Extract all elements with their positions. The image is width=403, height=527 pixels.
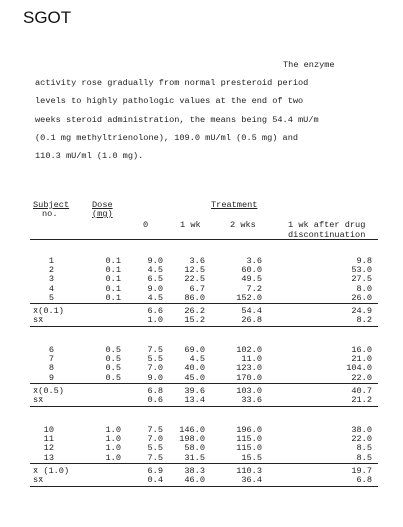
mean-cell: 40.7 bbox=[351, 385, 372, 396]
week0-cell: 5.5 bbox=[147, 354, 163, 365]
paragraph-line: levels to highly pathologic values at the end of two bbox=[35, 96, 304, 107]
week2-cell: 123.0 bbox=[236, 363, 262, 374]
week2-cell: 170.0 bbox=[236, 372, 262, 383]
mean-cell: 54.4 bbox=[241, 306, 262, 316]
header-treatment: Treatment bbox=[211, 200, 258, 210]
after-drug-cell: 9.8 bbox=[356, 256, 372, 266]
table-rule bbox=[30, 383, 378, 384]
subject-cell: 1 bbox=[48, 256, 54, 266]
week0-cell: 6.5 bbox=[147, 274, 163, 285]
se-cell: 6.8 bbox=[356, 475, 372, 485]
table-rule bbox=[30, 406, 378, 407]
mean-cell: 110.3 bbox=[236, 465, 262, 476]
week2-cell: 11.0 bbox=[241, 354, 262, 365]
week1-cell: 40.0 bbox=[184, 363, 205, 374]
after-drug-cell: 8.5 bbox=[356, 452, 372, 463]
week2-cell: 3.6 bbox=[246, 256, 262, 266]
subject-cell: 12 bbox=[43, 443, 54, 454]
paragraph-line: 110.3 mU/ml (1.0 mg). bbox=[35, 151, 144, 162]
subject-cell: 2 bbox=[48, 265, 54, 276]
subject-cell: 9 bbox=[48, 372, 54, 383]
mean-cell: 6.6 bbox=[147, 306, 163, 316]
header-week-2: 2 wks bbox=[230, 220, 256, 230]
week2-cell: 60.0 bbox=[241, 265, 262, 276]
paragraph-line: (0.1 mg methyltrienolone), 109.0 mU/ml (0.5 mg) and bbox=[35, 132, 299, 143]
header-week-0: 0 bbox=[143, 220, 149, 230]
mean-cell: 39.6 bbox=[184, 385, 205, 396]
header-dose-unit: (mg) bbox=[92, 209, 113, 219]
week2-cell: 152.0 bbox=[236, 292, 262, 303]
mean-cell: 38.3 bbox=[184, 465, 205, 476]
after-drug-cell: 21.0 bbox=[351, 354, 372, 365]
table-rule bbox=[30, 239, 378, 240]
mean-cell: 26.2 bbox=[184, 306, 205, 316]
subject-cell: 8 bbox=[48, 363, 54, 374]
header-subject-no: no. bbox=[42, 209, 58, 219]
paragraph-line: activity rose gradually from normal presteroid period bbox=[35, 78, 309, 89]
after-drug-cell: 22.0 bbox=[351, 434, 372, 445]
week0-cell: 7.0 bbox=[147, 363, 163, 374]
header-subject: Subject bbox=[33, 200, 70, 210]
week0-cell: 4.5 bbox=[147, 265, 163, 276]
week1-cell: 22.5 bbox=[184, 274, 205, 285]
after-drug-cell: 8.0 bbox=[356, 283, 372, 294]
se-cell: 36.4 bbox=[241, 475, 262, 485]
week0-cell: 9.0 bbox=[147, 372, 163, 383]
week2-cell: 49.5 bbox=[241, 274, 262, 285]
mean-cell: 6.8 bbox=[147, 385, 163, 396]
page-heading: SGOT bbox=[23, 8, 72, 27]
dose-cell: 0.1 bbox=[105, 256, 121, 266]
dose-cell: 0.5 bbox=[105, 354, 121, 365]
se-cell: 33.6 bbox=[241, 395, 262, 405]
week0-cell: 7.5 bbox=[147, 425, 163, 435]
week2-cell: 102.0 bbox=[236, 345, 262, 355]
dose-cell: 0.1 bbox=[105, 265, 121, 276]
week2-cell: 115.0 bbox=[236, 434, 262, 445]
subject-cell: 6 bbox=[48, 345, 54, 355]
dose-cell: 0.5 bbox=[105, 345, 121, 355]
dose-cell: 0.5 bbox=[105, 363, 121, 374]
week0-cell: 9.0 bbox=[147, 283, 163, 294]
header-discontinuation: discontinuation bbox=[288, 230, 366, 240]
week1-cell: 45.0 bbox=[184, 372, 205, 383]
paragraph-line: The enzyme bbox=[283, 60, 335, 70]
dose-cell: 1.0 bbox=[105, 452, 121, 463]
dose-cell: 0.1 bbox=[105, 283, 121, 294]
table-rule bbox=[30, 486, 378, 487]
after-drug-cell: 27.5 bbox=[351, 274, 372, 285]
se-cell: 26.8 bbox=[241, 315, 262, 326]
after-drug-cell: 26.0 bbox=[351, 292, 372, 303]
se-cell: 13.4 bbox=[184, 395, 205, 405]
se-label: sx̄ bbox=[33, 475, 44, 485]
paragraph-line: weeks steroid administration, the means being 54.4 mU/m bbox=[35, 114, 319, 125]
se-cell: 46.0 bbox=[184, 475, 205, 485]
dose-cell: 1.0 bbox=[105, 434, 121, 445]
subject-cell: 4 bbox=[48, 283, 54, 294]
dose-cell: 0.1 bbox=[105, 292, 121, 303]
dose-cell: 0.5 bbox=[105, 372, 121, 383]
dose-cell: 1.0 bbox=[105, 425, 121, 435]
dose-cell: 0.1 bbox=[105, 274, 121, 285]
week0-cell: 7.0 bbox=[147, 434, 163, 445]
se-cell: 0.4 bbox=[147, 475, 163, 485]
week1-cell: 198.0 bbox=[179, 434, 205, 445]
table-rule bbox=[30, 326, 378, 327]
week1-cell: 31.5 bbox=[184, 452, 205, 463]
subject-cell: 13 bbox=[43, 452, 54, 463]
week1-cell: 6.7 bbox=[189, 283, 205, 294]
subject-cell: 11 bbox=[43, 434, 54, 445]
header-week-1: 1 wk bbox=[180, 220, 201, 230]
week1-cell: 146.0 bbox=[179, 425, 205, 435]
subject-cell: 5 bbox=[48, 292, 54, 303]
after-drug-cell: 53.0 bbox=[351, 265, 372, 276]
subject-cell: 3 bbox=[48, 274, 54, 285]
after-drug-cell: 22.0 bbox=[351, 372, 372, 383]
week1-cell: 12.5 bbox=[184, 265, 205, 276]
se-cell: 1.0 bbox=[147, 315, 163, 326]
se-cell: 15.2 bbox=[184, 315, 205, 326]
week2-cell: 115.0 bbox=[236, 443, 262, 454]
table-rule bbox=[30, 463, 378, 464]
after-drug-cell: 104.0 bbox=[346, 363, 372, 374]
mean-cell: 103.0 bbox=[236, 385, 262, 396]
se-label: sx̄ bbox=[33, 395, 44, 405]
table-rule bbox=[30, 303, 378, 304]
mean-cell: 24.9 bbox=[351, 306, 372, 316]
week2-cell: 15.5 bbox=[241, 452, 262, 463]
header-after-drug: 1 wk after drug bbox=[288, 220, 366, 230]
se-cell: 8.2 bbox=[356, 315, 372, 326]
week1-cell: 58.0 bbox=[184, 443, 205, 454]
week1-cell: 86.0 bbox=[184, 292, 205, 303]
week0-cell: 4.5 bbox=[147, 292, 163, 303]
se-label: sx̄ bbox=[33, 315, 44, 326]
mean-label: x̄(0.1) bbox=[33, 306, 64, 316]
week2-cell: 196.0 bbox=[236, 425, 262, 435]
after-drug-cell: 8.5 bbox=[356, 443, 372, 454]
header-dose: Dose bbox=[92, 200, 113, 210]
week0-cell: 5.5 bbox=[147, 443, 163, 454]
week0-cell: 7.5 bbox=[147, 345, 163, 355]
mean-cell: 6.9 bbox=[147, 465, 163, 476]
subject-cell: 7 bbox=[48, 354, 54, 365]
se-cell: 0.6 bbox=[147, 395, 163, 405]
week0-cell: 7.5 bbox=[147, 452, 163, 463]
week0-cell: 9.0 bbox=[147, 256, 163, 266]
week2-cell: 7.2 bbox=[246, 283, 262, 294]
week1-cell: 3.6 bbox=[189, 256, 205, 266]
subject-cell: 10 bbox=[43, 425, 54, 435]
mean-label: x̄ (1.0) bbox=[33, 465, 70, 476]
after-drug-cell: 38.0 bbox=[351, 425, 372, 435]
mean-label: x̄(0.5) bbox=[33, 385, 64, 396]
after-drug-cell: 16.0 bbox=[351, 345, 372, 355]
se-cell: 21.2 bbox=[351, 395, 372, 405]
dose-cell: 1.0 bbox=[105, 443, 121, 454]
week1-cell: 69.0 bbox=[184, 345, 205, 355]
week1-cell: 4.5 bbox=[189, 354, 205, 365]
mean-cell: 19.7 bbox=[351, 465, 372, 476]
